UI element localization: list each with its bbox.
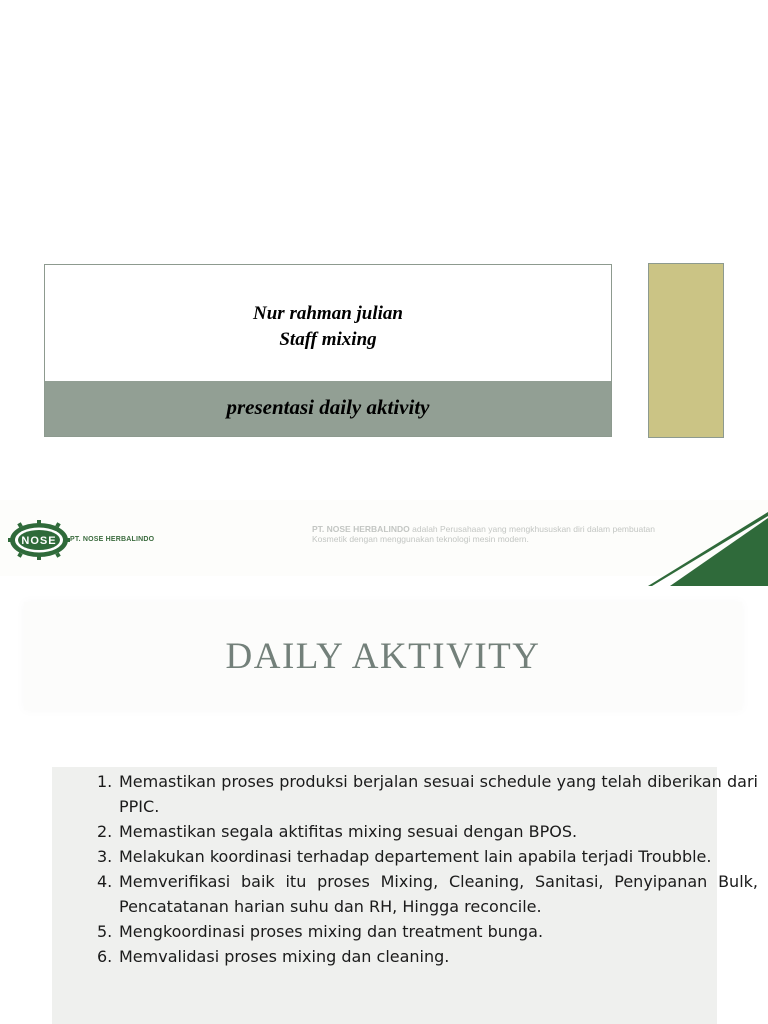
presenter-name: Nur rahman julian	[253, 303, 403, 324]
list-item-number: 4.	[97, 872, 113, 891]
company-description-name: PT. NOSE HERBALINDO	[312, 524, 410, 534]
accent-block	[648, 263, 724, 438]
list-item-number: 6.	[97, 947, 113, 966]
title-box	[44, 264, 612, 437]
list-item-text: Memastikan segala aktifitas mixing sesuai dengan BPOS.	[119, 822, 578, 841]
slide-heading: DAILY AKTIVITY	[225, 636, 541, 677]
list-item	[97, 869, 758, 919]
list-item-text: Memvalidasi proses mixing dan cleaning.	[119, 947, 450, 966]
company-name: PT. NOSE HERBALINDO	[70, 536, 155, 543]
list-item	[97, 819, 758, 844]
logo-text: NOSE	[21, 535, 57, 547]
list-item	[97, 769, 758, 819]
corner-stripes-graphic	[648, 510, 768, 586]
list-item-number: 1.	[97, 772, 113, 791]
activity-list-panel	[52, 767, 758, 1024]
company-description	[312, 524, 672, 544]
activity-list	[97, 769, 758, 969]
list-item	[97, 844, 758, 869]
list-item	[97, 919, 758, 944]
slide-subtitle: presentasi daily aktivity	[226, 395, 430, 419]
content-slide	[0, 490, 768, 1024]
company-description-text: adalah Perusahaan yang mengkhususkan diri dalam pembuatan Kosmetik dengan menggunakan teknologi mesin modern.	[312, 524, 656, 544]
list-item-text: Memastikan proses produksi berjalan sesuai schedule yang telah diberikan dari PPIC.	[119, 772, 758, 816]
presenter-role: Staff mixing	[279, 329, 377, 350]
company-header	[0, 500, 768, 576]
list-item-text: Melakukan koordinasi terhadap departement lain apabila terjadi Troubble.	[119, 847, 712, 866]
heading-panel	[24, 602, 742, 710]
nose-logo-gear-icon	[8, 520, 70, 560]
list-item	[97, 944, 758, 969]
subtitle-band	[45, 381, 611, 436]
list-item-number: 3.	[97, 847, 113, 866]
list-item-number: 5.	[97, 922, 113, 941]
list-item-text: Mengkoordinasi proses mixing dan treatment bunga.	[119, 922, 544, 941]
title-slide	[0, 0, 768, 490]
list-item-number: 2.	[97, 822, 113, 841]
presenter-block	[45, 301, 611, 353]
list-item-text: Memverifikasi baik itu proses Mixing, Cleaning, Sanitasi, Penyipanan Bulk, Pencatatanan harian suhu dan RH, Hingga reconcile.	[119, 872, 758, 916]
